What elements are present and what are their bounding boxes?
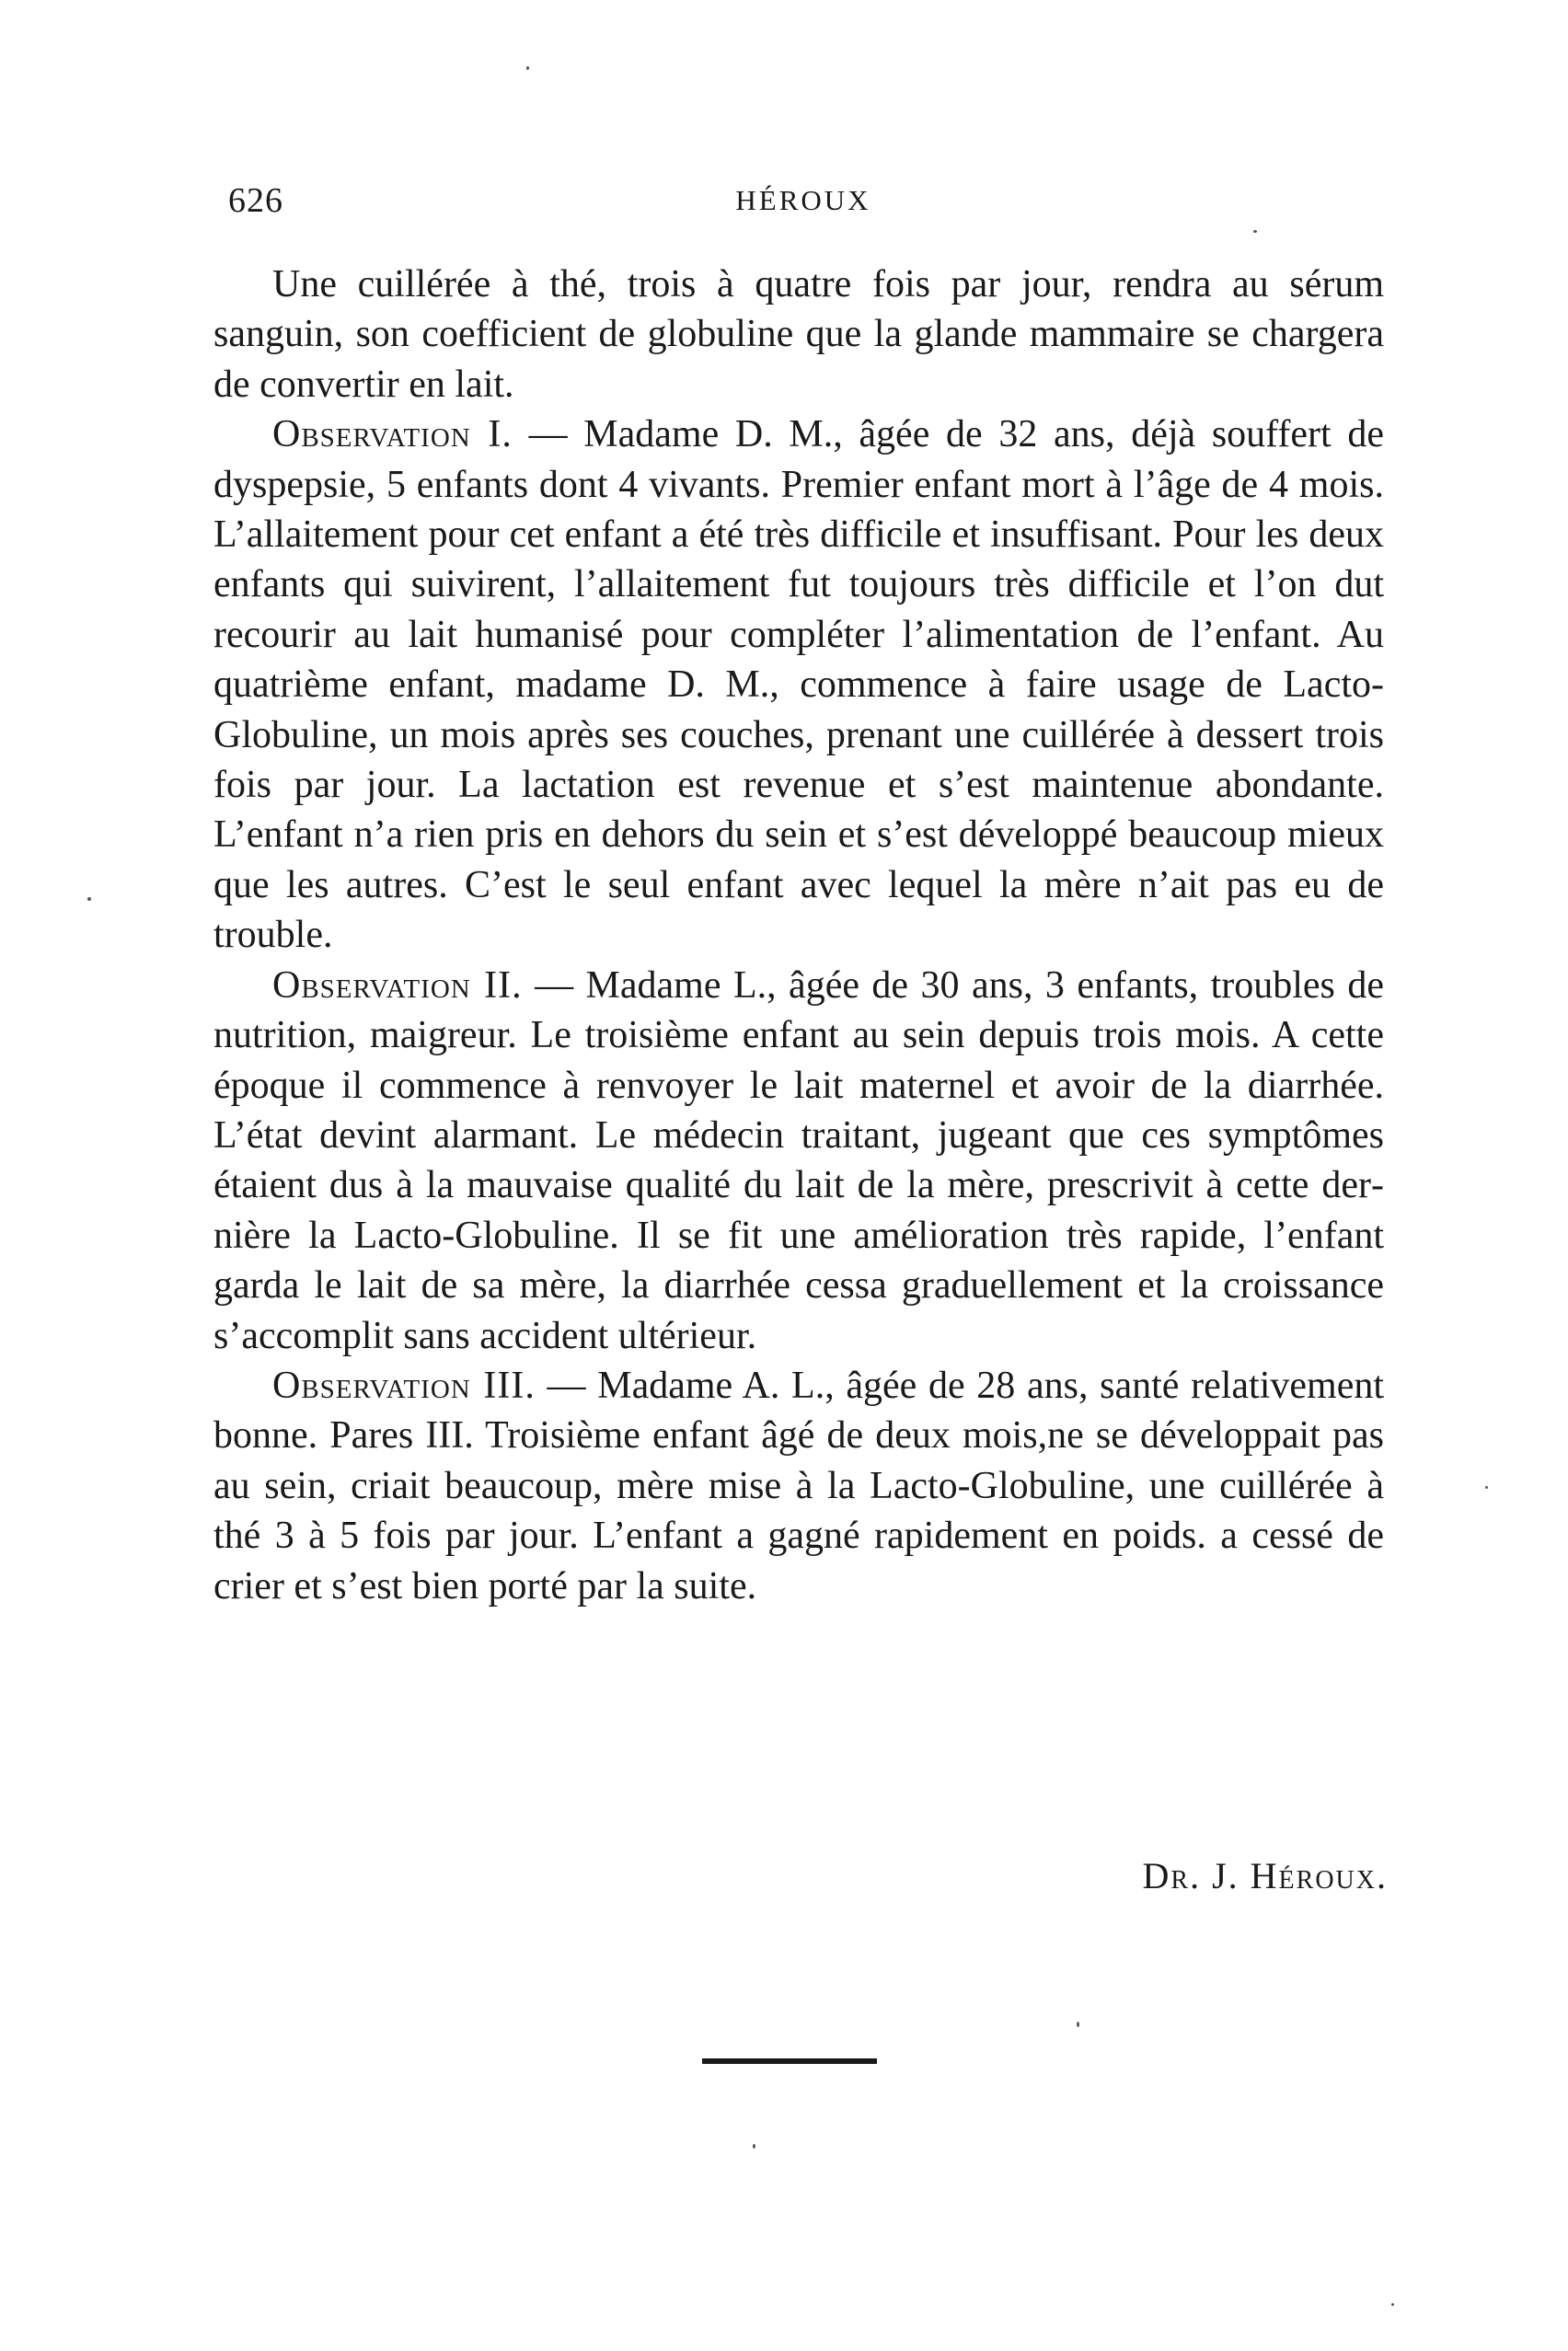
paragraph-observation-2 [213,961,1384,1361]
scan-speck [1485,1486,1488,1489]
scan-speck [1391,2303,1394,2306]
paragraph-text: — Madame A. L., âgée de 28 ans, santé relativement bonne. Pares III. Troisième enfant âgé de deux mois,ne se développait pas au sein, criait beaucoup, mère mise à la Lacto-Globuline, une cuillérée à thé 3 à 5 fois par jour. L’enfant a gagné rapidement en poids. a cessé de crier et s’est bien porté par la suite. [213,1364,1385,1608]
scan-speck [1253,230,1257,233]
observation-label: Observation II. [272,963,523,1007]
scan-speck [1077,2022,1079,2027]
body-text [213,259,1384,1611]
paragraph-text: Une cuillérée à thé, trois à quatre fois par jour, rendra au sérum sanguin, son coefficient de globuline que la glande mammaire se chargera de convertir en lait. [213,263,1384,406]
author-signature: Dr. J. Héroux. [1142,1855,1388,1896]
paragraph-text: — Madame L., âgée de 30 ans, 3 enfants, troubles de nutrition, maigreur. Le troisième enfant au sein depuis trois mois. A cette époque il commence à renvoyer le lait maternel et avoir de la diarrhée. L’état devint alarmant. Le médecin traitant, jugeant que ces symptômes étaient dus à la mauvaise qualité du lait de la mère, prescrivit à cette dernière la Lacto-Globuline. Il se fit une amélioration très rapide, l’enfant garda le lait de sa mère, la diarrhée cessa graduellement et la croissance s’accomplit sans accident ultérieur. [213,963,1384,1357]
paragraph-text: — Madame D. M., âgée de 32 ans, déjà souffert de dyspepsie, 5 enfants dont 4 vivants. Premier enfant mort à l’âge de 4 mois. L’allaitement pour cet enfant a été très difficile et insuffisant. Pour les deux enfants qui suivirent, l’allaitement fut toujours très difficile et l’on dut recourir au lait humanisé pour compléter l’alimentation de l’enfant. Au quatrième enfant, madame D. M., commence à faire usage de Lacto-Globuline, un mois après ses couches, prenant une cuillérée à dessert trois fois par jour. La lactation est revenue et s’est maintenue abondante. L’enfant n’a rien pris en dehors du sein et s’est développé beaucoup mieux que les autres. C’est le seul enfant avec lequel la mère n’ait pas eu de trouble. [213,413,1384,957]
running-head [228,180,1378,226]
scan-speck [87,897,91,901]
scan-speck [526,66,529,70]
observation-label: Observation I. [272,413,513,456]
scan-speck [753,2144,755,2149]
paragraph-observation-1 [213,409,1384,960]
paragraph-observation-3 [213,1361,1384,1611]
page-number: 626 [228,181,283,220]
paragraph-intro [213,259,1384,409]
observation-label: Observation III. [272,1364,536,1407]
end-rule [702,2058,877,2064]
running-title: HÉROUX [735,184,871,216]
